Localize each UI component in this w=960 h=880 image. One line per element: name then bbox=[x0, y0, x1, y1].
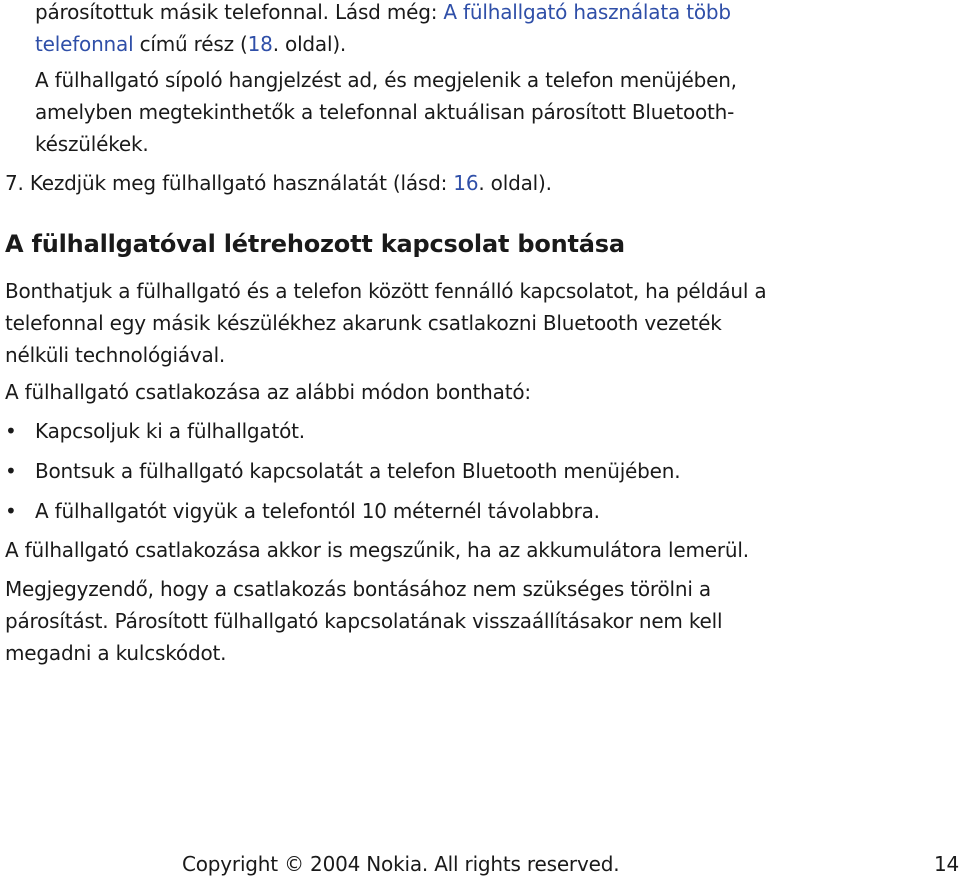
intro-text-b: című rész ( bbox=[133, 32, 248, 56]
step-7-text-b: . oldal). bbox=[478, 171, 552, 195]
bullet-text-2: Bontsuk a fülhallgató kapcsolatát a telefon Bluetooth menüjében. bbox=[35, 459, 681, 483]
section-heading: A fülhallgatóval létrehozott kapcsolat bontása bbox=[5, 230, 625, 258]
footer-copyright: Copyright © 2004 Nokia. All rights reserved. bbox=[182, 852, 620, 876]
bullet-item-2 bbox=[5, 455, 680, 487]
section-paragraph-2: A fülhallgató csatlakozása az alábbi módon bontható: bbox=[5, 380, 531, 404]
intro-text-a: párosítottuk másik telefonnal. Lásd még: bbox=[35, 0, 444, 24]
section-paragraph-3: A fülhallgató csatlakozása akkor is megszűnik, ha az akkumulátora lemerül. bbox=[5, 538, 749, 562]
cross-reference-link-continued[interactable]: telefonnal bbox=[35, 32, 134, 56]
page-reference-link[interactable]: 18 bbox=[247, 32, 273, 56]
bullet-text-3: A fülhallgatót vigyük a telefontól 10 méternél távolabbra. bbox=[35, 499, 600, 523]
intro-line-2 bbox=[35, 28, 935, 60]
bullet-icon: • bbox=[5, 499, 17, 523]
bullet-item-1 bbox=[5, 415, 305, 447]
section-paragraph-4: Megjegyzendő, hogy a csatlakozás bontásához nem szükséges törölni a párosítást. Párosított fülhallgató kapcsolatának visszaállításakor nem kell megadni a kulcskódot. bbox=[5, 577, 723, 665]
intro-paragraph-2: A fülhallgató sípoló hangjelzést ad, és megjelenik a telefon menüjében, amelyben megtekinthetők a telefonnal aktuálisan párosított Bluetooth-készülékek. bbox=[35, 68, 737, 156]
bullet-text-1: Kapcsoljuk ki a fülhallgatót. bbox=[35, 419, 305, 443]
intro-text-c: . oldal). bbox=[272, 32, 347, 56]
intro-line-1 bbox=[35, 0, 935, 28]
step-7 bbox=[5, 167, 905, 199]
step-7-text-a: 7. Kezdjük meg fülhallgató használatát (lásd: bbox=[5, 171, 454, 195]
footer-page-number: 14 bbox=[934, 852, 960, 876]
section-paragraph-1: Bonthatjuk a fülhallgató és a telefon között fennálló kapcsolatot, ha például a telefonnal egy másik készülékhez akarunk csatlakozni Bluetooth vezeték nélküli technológiával. bbox=[5, 279, 767, 367]
step-7-page-link[interactable]: 16 bbox=[453, 171, 479, 195]
bullet-item-3 bbox=[5, 495, 600, 527]
cross-reference-link[interactable]: A fülhallgató használata több bbox=[443, 0, 731, 24]
bullet-icon: • bbox=[5, 459, 17, 483]
bullet-icon: • bbox=[5, 419, 17, 443]
